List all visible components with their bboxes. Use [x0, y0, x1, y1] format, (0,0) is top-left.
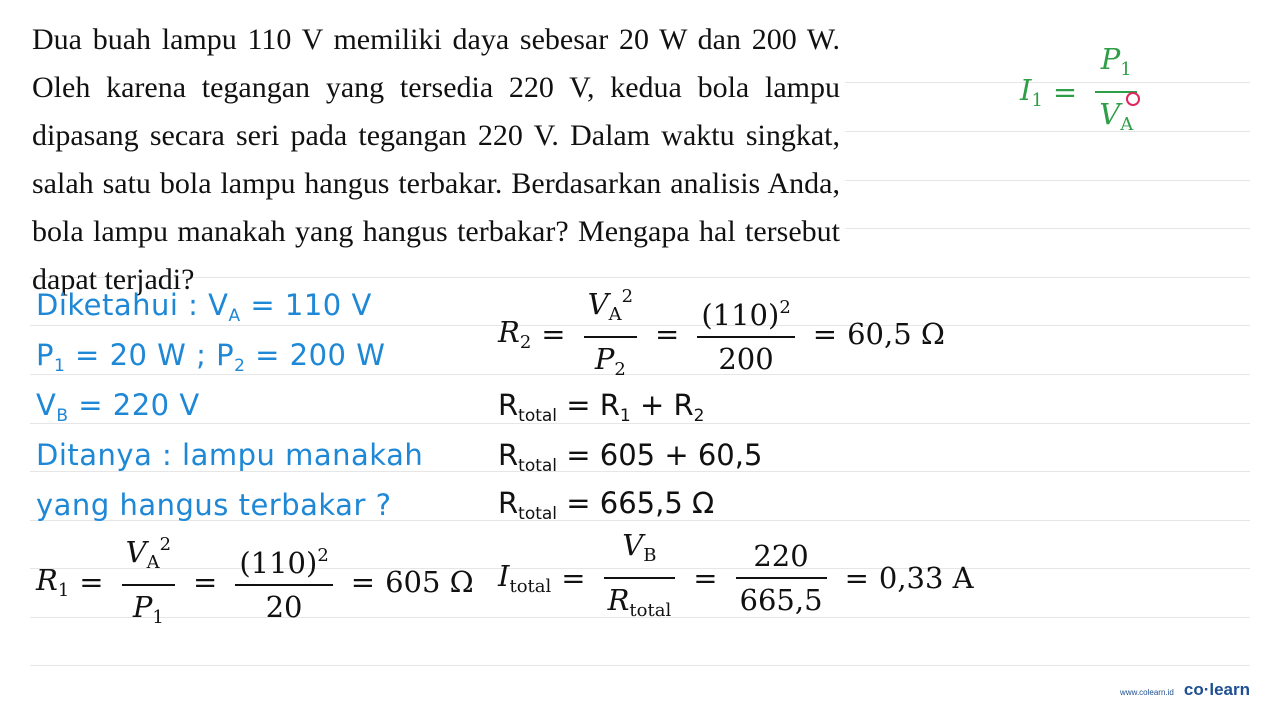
fraction: $\frac{P_1}{V_A}$ — [1095, 40, 1137, 144]
formula-total-current: $I_{total}$ = $\frac{V_B}{R_{total}}$ = $\frac{220}{665,5}$ = 0,33 A — [498, 526, 974, 630]
ruled-line — [845, 228, 1250, 229]
fraction: $\frac{V_A^2}{P_1}$ — [122, 526, 175, 637]
formula-lhs: $I_1$ — [1020, 73, 1043, 111]
known-line-3: $V_B = 220$ V — [36, 388, 200, 426]
formula-resistance-2: $R_2$ = $\frac{V_A^2}{P_2}$ = $\frac{(110)^2}{200}$ = 60,5 Ω — [498, 278, 945, 389]
formula-result: 60,5 Ω — [847, 316, 945, 351]
asked-line-1: Ditanya : lampu manakah — [36, 438, 424, 472]
formula-result: 605 Ω — [385, 564, 474, 599]
rtotal-line-3: $R_{total} = 665,5$ Ω — [498, 486, 715, 524]
known-line-2: $P_1 = 20$ W ; $P_2 = 200$ W — [36, 338, 386, 376]
fraction: $\frac{V_A^2}{P_2}$ — [584, 278, 637, 389]
rtotal-line-2: $R_{total} = 605 + 60,5$ — [498, 438, 763, 476]
question-text: Dua buah lampu 110 V memiliki daya sebesar 20 W dan 200 W. Oleh karena tegangan yang tersedia 220 V, kedua bola lampu dipasang secara seri pada tegangan 220 V. Dalam waktu singkat, salah satu bola lampu hangus terbakar. Berdasarkan analisis Anda, bola lampu manakah yang hangus terbakar? Mengapa hal tersebut dapat terjadi? — [32, 23, 840, 296]
pointer-cursor — [1126, 92, 1140, 106]
fraction: $\frac{(110)^2}{200}$ — [697, 289, 794, 378]
formula-current-1 — [1020, 40, 1145, 144]
fraction: $\frac{V_B}{R_{total}}$ — [604, 526, 676, 630]
ruled-line — [30, 665, 1250, 666]
equals-sign: = — [1052, 75, 1078, 109]
brand-url: www.colearn.id — [1120, 688, 1174, 697]
known-line-1: Diketahui : $V_A = 110$ V — [36, 288, 372, 326]
asked-line-2: yang hangus terbakar ? — [36, 488, 392, 522]
fraction: $\frac{220}{665,5}$ — [736, 537, 827, 619]
rtotal-line-1: $R_{total} = R_1 + R_2$ — [498, 388, 705, 426]
brand-logo: co·learn — [1183, 680, 1250, 699]
formula-resistance-1: $R_1$ = $\frac{V_A^2}{P_1}$ = $\frac{(110)^2}{20}$ = 605 Ω — [36, 526, 474, 637]
ruled-line — [845, 180, 1250, 181]
fraction: $\frac{(110)^2}{20}$ — [235, 537, 332, 626]
formula-result: 0,33 A — [878, 561, 974, 595]
brand-footer — [1120, 680, 1250, 700]
